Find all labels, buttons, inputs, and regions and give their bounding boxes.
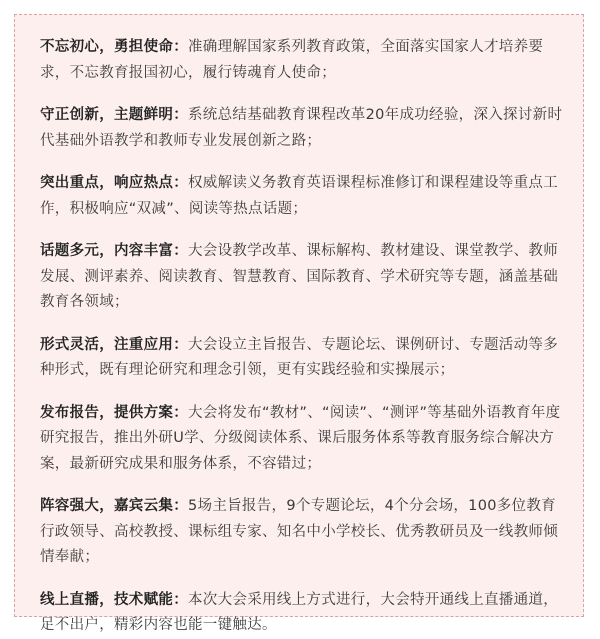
- highlight-body: 本次大会采用线上方式进行，大会特开通线上直播通道，足不出户，精彩内容也能一键触达。: [40, 591, 558, 633]
- highlight-heading: 发布报告，提供方案：: [40, 404, 188, 421]
- highlight-body: 权威解读义务教育英语课程标准修订和课程建设等重点工作，积极响应“双减”、阅读等热点话题；: [40, 175, 558, 217]
- highlight-body: 大会将发布“教材”、“阅读”、“测评”等基础外语教育年度研究报告，推出外研U学、分级阅读体系、课后服务体系等教育服务综合解决方案，最新研究成果和服务体系，不容错过；: [40, 404, 561, 472]
- highlight-heading: 阵容强大，嘉宾云集：: [40, 498, 188, 514]
- highlight-heading: 突出重点，响应热点：: [40, 175, 188, 191]
- highlight-item: [40, 401, 565, 478]
- highlight-item: [40, 239, 565, 316]
- highlight-body: 5场主旨报告，9个专题论坛，4个分会场，100多位教育行政领导、高校教授、课标组专家、知名中小学校长、优秀教研员及一线教师倾情奉献；: [40, 498, 558, 565]
- highlight-item: [40, 103, 565, 154]
- highlight-body: 准确理解国家系列教育政策，全面落实国家人才培养要求，不忘教育报国初心，履行铸魂育人使命；: [40, 39, 544, 81]
- highlight-item: [40, 494, 565, 571]
- highlight-item: [40, 588, 565, 639]
- highlight-heading: 话题多元，内容丰富：: [40, 243, 188, 259]
- highlight-item: [40, 35, 565, 86]
- highlight-heading: 不忘初心，勇担使命：: [40, 39, 188, 55]
- highlight-body: 大会设立主旨报告、专题论坛、课例研讨、专题活动等多种形式，既有理论研究和理念引领，更有实践经验和实操展示；: [40, 336, 558, 378]
- highlight-body: 系统总结基础教育课程改革20年成功经验，深入探讨新时代基础外语教学和教师专业发展创新之路；: [40, 107, 563, 149]
- highlight-body: 大会设教学改革、课标解构、教材建设、课堂教学、教师发展、测评素养、阅读教育、智慧教育、国际教育、学术研究等专题，涵盖基础教育各领域；: [40, 243, 558, 310]
- highlight-heading: 守正创新，主题鲜明：: [40, 107, 188, 123]
- highlight-item: [40, 333, 565, 384]
- highlight-item: [40, 171, 565, 222]
- highlight-heading: 形式灵活，注重应用：: [40, 336, 188, 353]
- conference-highlights-card: [14, 14, 584, 633]
- highlight-heading: 线上直播，技术赋能：: [40, 591, 188, 608]
